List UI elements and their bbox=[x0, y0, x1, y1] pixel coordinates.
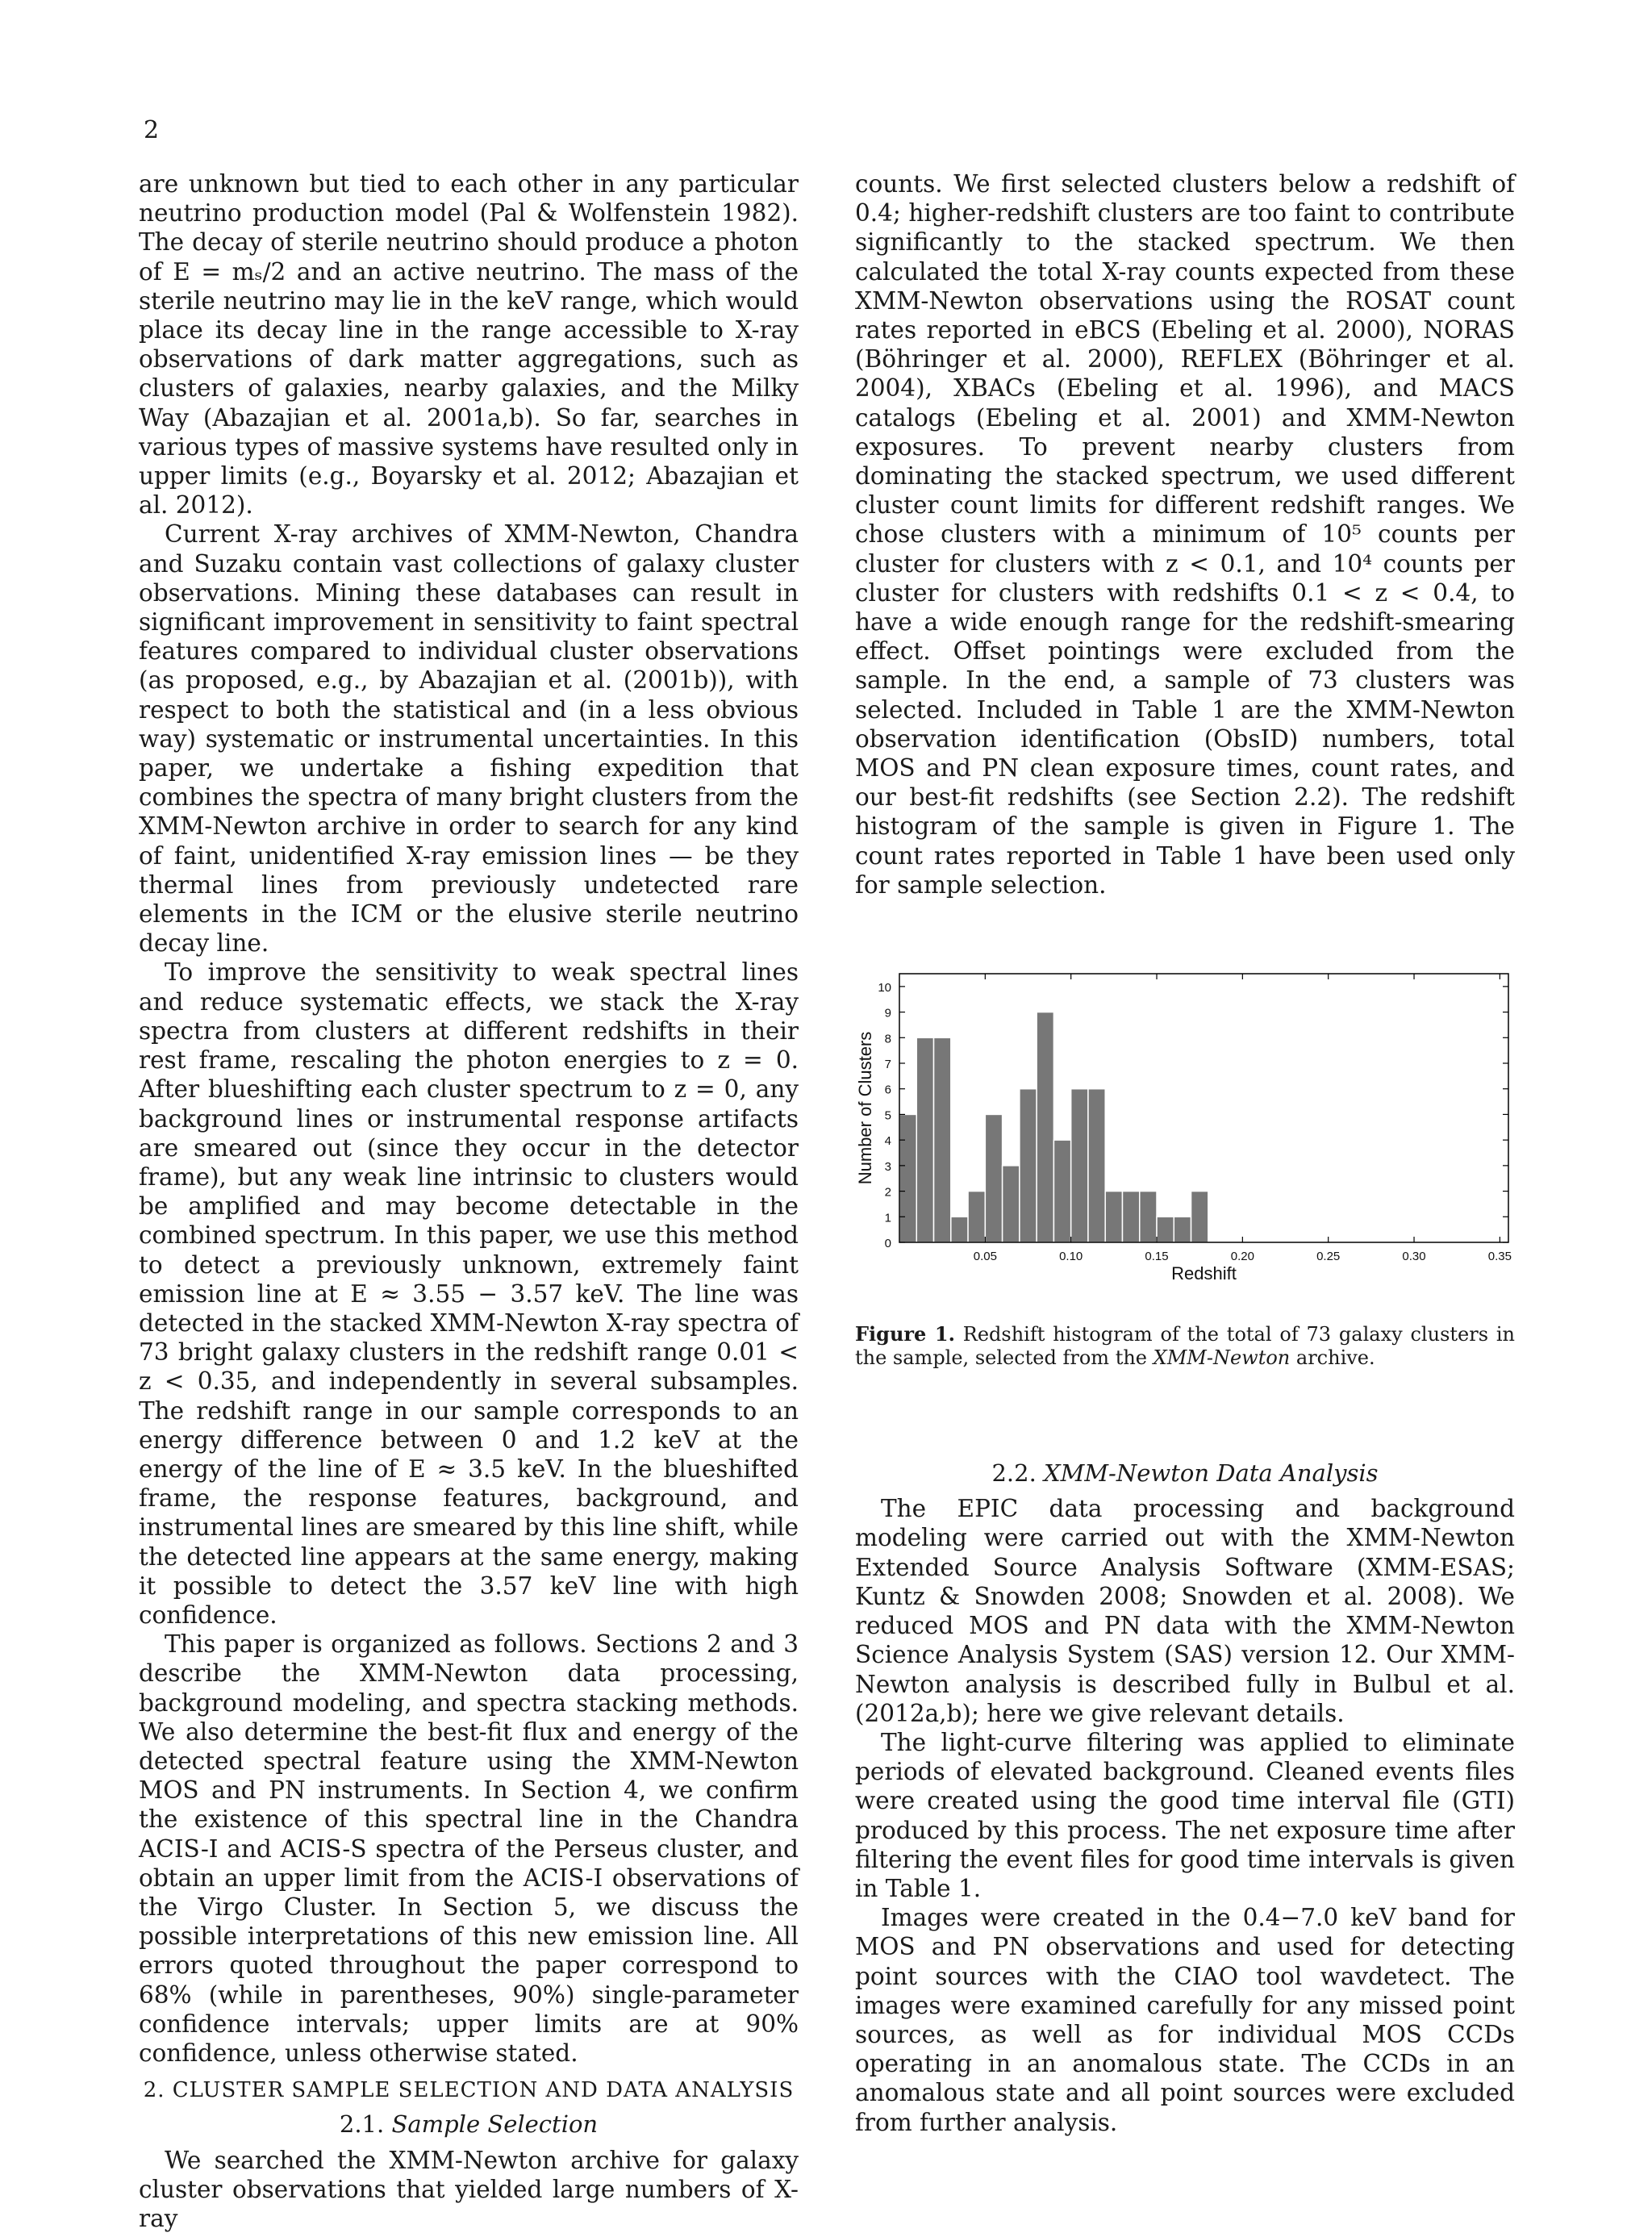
histogram-bar bbox=[1003, 1166, 1020, 1242]
x-tick-label: 0.05 bbox=[973, 1250, 997, 1264]
caption-text-italic: XMM-Newton bbox=[1153, 1346, 1291, 1370]
paragraph: counts. We first selected clusters below a redshift of 0.4; higher-redshift clusters are too faint to contribute significantly to the stacked spectrum. We then calculated the total X-ray counts expected from these XMM-Newton observations using the ROSAT count rates reported in eBCS (Ebeling et al. 2000), NORAS (Böhringer et al. 2000), REFLEX (Böhringer et al. 2004), XBACs (Ebeling et al. 1996), and MACS catalogs (Ebeling et al. 2001) and XMM-Newton exposures. To prevent nearby clusters from dominating the stacked spectrum, we used different cluster count limits for different redshift ranges. We chose clusters with a minimum of 10⁵ counts per cluster for clusters with z < 0.1, and 10⁴ counts per cluster for clusters with redshifts 0.1 < z < 0.4, to have a wide enough range for the redshift-smearing effect. Offset pointings were excluded from the sample. In the end, a sample of 73 clusters was selected. Included in Table 1 are the XMM-Newton observation identification (ObsID) numbers, total MOS and PN clean exposure times, count rates, and our best-fit redshifts (see Section 2.2). The redshift histogram of the sample is given in Figure 1. The count rates reported in Table 1 have been used only for sample selection. bbox=[855, 170, 1515, 899]
right-column bbox=[855, 169, 1515, 2137]
paragraph: To improve the sensitivity to weak spectral lines and reduce systematic effects, we stack the X-ray spectra from clusters at different redshifts in their rest frame, rescaling the photon energies to z = 0. After blueshifting each cluster spectrum to z = 0, any background lines or instrumental response artifacts are smeared out (since they occur in the detector frame), but any weak line intrinsic to clusters would be amplified and may become detectable in the combined spectrum. In this paper, we use this method to detect a previously unknown, extremely faint emission line at E ≈ 3.55 − 3.57 keV. The line was detected in the stacked XMM-Newton X-ray spectra of 73 bright galaxy clusters in the redshift range 0.01 < z < 0.35, and independently in several subsamples. The redshift range in our sample corresponds to an energy difference between 0 and 1.2 keV at the energy of the line of E ≈ 3.5 keV. In the blueshifted frame, the response features, background, and instrumental lines are smeared by this line shift, while the detected line appears at the same energy, making it possible to detect the 3.57 keV line with high confidence. bbox=[139, 958, 799, 1629]
histogram-bar bbox=[899, 1115, 916, 1243]
left-column bbox=[139, 169, 799, 2233]
x-tick-label: 0.20 bbox=[1230, 1250, 1254, 1264]
histogram-bar bbox=[985, 1115, 1002, 1243]
redshift-histogram bbox=[855, 964, 1515, 1303]
subsection-heading bbox=[855, 1459, 1515, 1488]
x-tick-label: 0.30 bbox=[1402, 1250, 1426, 1264]
histogram-bar bbox=[1071, 1089, 1088, 1242]
histogram-bar bbox=[934, 1037, 951, 1242]
histogram-bar bbox=[1140, 1192, 1157, 1242]
subsection-number: 2.1. bbox=[339, 2110, 385, 2139]
paragraph: are unknown but tied to each other in any particular neutrino production model (Pal & Wolfenstein 1982). The decay of sterile neutrino should produce a photon of E = mₛ/2 and an active neutrino. The mass of the sterile neutrino may lie in the keV range, which would place its decay line in the range accessible to X-ray observations of dark matter aggregations, such as clusters of galaxies, nearby galaxies, and the Milky Way (Abazajian et al. 2001a,b). So far, searches in various types of massive systems have resulted only in upper limits (e.g., Boyarsky et al. 2012; Abazajian et al. 2012). bbox=[139, 170, 799, 520]
y-tick-label: 2 bbox=[884, 1185, 891, 1200]
y-tick-label: 3 bbox=[884, 1159, 891, 1174]
subsection-heading bbox=[139, 2110, 799, 2139]
histogram-bar bbox=[1053, 1140, 1070, 1242]
subsection-title: XMM-Newton Data Analysis bbox=[1044, 1459, 1379, 1488]
page-number: 2 bbox=[144, 116, 160, 144]
caption-label: Figure 1. bbox=[855, 1322, 955, 1346]
x-tick-label: 0.15 bbox=[1145, 1250, 1169, 1264]
histogram-bar bbox=[1157, 1217, 1174, 1242]
paragraph: Images were created in the 0.4−7.0 keV band for MOS and PN observations and used for detecting point sources with the CIAO tool wavdetect. The images were examined carefully for any missed point sources, as well as for individual MOS CCDs operating in an anomalous state. The CCDs in an anomalous state and all point sources were excluded from further analysis. bbox=[855, 1904, 1515, 2136]
y-tick-label: 10 bbox=[878, 980, 891, 995]
histogram-bar bbox=[916, 1037, 933, 1242]
histogram-bar bbox=[1088, 1089, 1105, 1242]
y-tick-label: 9 bbox=[884, 1006, 891, 1021]
subsection-title: Sample Selection bbox=[391, 2110, 599, 2139]
y-tick-label: 6 bbox=[884, 1083, 891, 1097]
paragraph: The light-curve filtering was applied to eliminate periods of elevated background. Cleaned events files were created using the good time interval file (GTI) produced by this process. The net exposure time after filtering the event files for good time intervals is given in Table 1. bbox=[855, 1728, 1515, 1902]
y-tick-label: 0 bbox=[884, 1237, 891, 1251]
paragraph: We searched the XMM-Newton archive for galaxy cluster observations that yielded large numbers of X-ray bbox=[139, 2146, 799, 2233]
y-tick-label: 8 bbox=[884, 1032, 891, 1046]
y-tick-label: 5 bbox=[884, 1108, 891, 1123]
y-axis-label: Number of Clusters bbox=[855, 1031, 875, 1185]
x-tick-label: 0.35 bbox=[1487, 1250, 1512, 1264]
histogram-bar bbox=[1174, 1217, 1191, 1242]
histogram-bar bbox=[951, 1217, 968, 1242]
paragraph: Current X-ray archives of XMM-Newton, Chandra and Suzaku contain vast collections of galaxy cluster observations. Mining these databases can result in significant improvement in sensitivity to faint spectral features compared to individual cluster observations (as proposed, e.g., by Abazajian et al. (2001b)), with respect to both the statistical and (in a less obvious way) systematic or instrumental uncertainties. In this paper, we undertake a fishing expedition that combines the spectra of many bright clusters from the XMM-Newton archive in order to search for any kind of faint, unidentified X-ray emission lines — be they thermal lines from previously undetected rare elements in the ICM or the elusive sterile neutrino decay line. bbox=[139, 520, 799, 958]
histogram-bar bbox=[1020, 1089, 1037, 1242]
histogram-bar bbox=[1105, 1192, 1122, 1242]
x-tick-label: 0.10 bbox=[1059, 1250, 1083, 1264]
histogram-bar bbox=[1037, 1012, 1053, 1242]
paragraph: This paper is organized as follows. Sections 2 and 3 describe the XMM-Newton data processing, background modeling, and spectra stacking methods. We also determine the best-fit flux and energy of the detected spectral feature using the XMM-Newton MOS and PN instruments. In Section 4, we confirm the existence of this spectral line in the Chandra ACIS-I and ACIS-S spectra of the Perseus cluster, and obtain an upper limit from the ACIS-I observations of the Virgo Cluster. In Section 5, we discuss the possible interpretations of this new emission line. All errors quoted throughout the paper correspond to 68% (while in parentheses, 90%) single-parameter confidence intervals; upper limits are at 90% confidence, unless otherwise stated. bbox=[139, 1630, 799, 2067]
x-axis-label: Redshift bbox=[1171, 1263, 1237, 1284]
figure-caption bbox=[855, 1322, 1515, 1370]
section-heading: 2. CLUSTER SAMPLE SELECTION AND DATA ANALYSIS bbox=[143, 2078, 795, 2103]
caption-text: Redshift histogram of the total of 73 galaxy clusters in the sample, selected from the bbox=[855, 1323, 1515, 1370]
histogram-bar bbox=[968, 1192, 985, 1242]
x-tick-label: 0.25 bbox=[1316, 1250, 1341, 1264]
figure-1 bbox=[855, 964, 1515, 1370]
paragraph: The EPIC data processing and background modeling were carried out with the XMM-Newton Extended Source Analysis Software (XMM-ESAS; Kuntz & Snowden 2008; Snowden et al. 2008). We reduced MOS and PN data with the XMM-Newton Science Analysis System (SAS) version 12. Our XMM-Newton analysis is described fully in Bulbul et al. (2012a,b); here we give relevant details. bbox=[855, 1495, 1515, 1727]
subsection-number: 2.2. bbox=[991, 1459, 1037, 1488]
caption-text-end: archive. bbox=[1290, 1346, 1375, 1370]
y-tick-label: 1 bbox=[884, 1211, 891, 1225]
histogram-bar bbox=[1122, 1192, 1139, 1242]
histogram-bar bbox=[1191, 1192, 1208, 1242]
y-tick-label: 4 bbox=[884, 1134, 891, 1149]
y-tick-label: 7 bbox=[884, 1058, 891, 1072]
